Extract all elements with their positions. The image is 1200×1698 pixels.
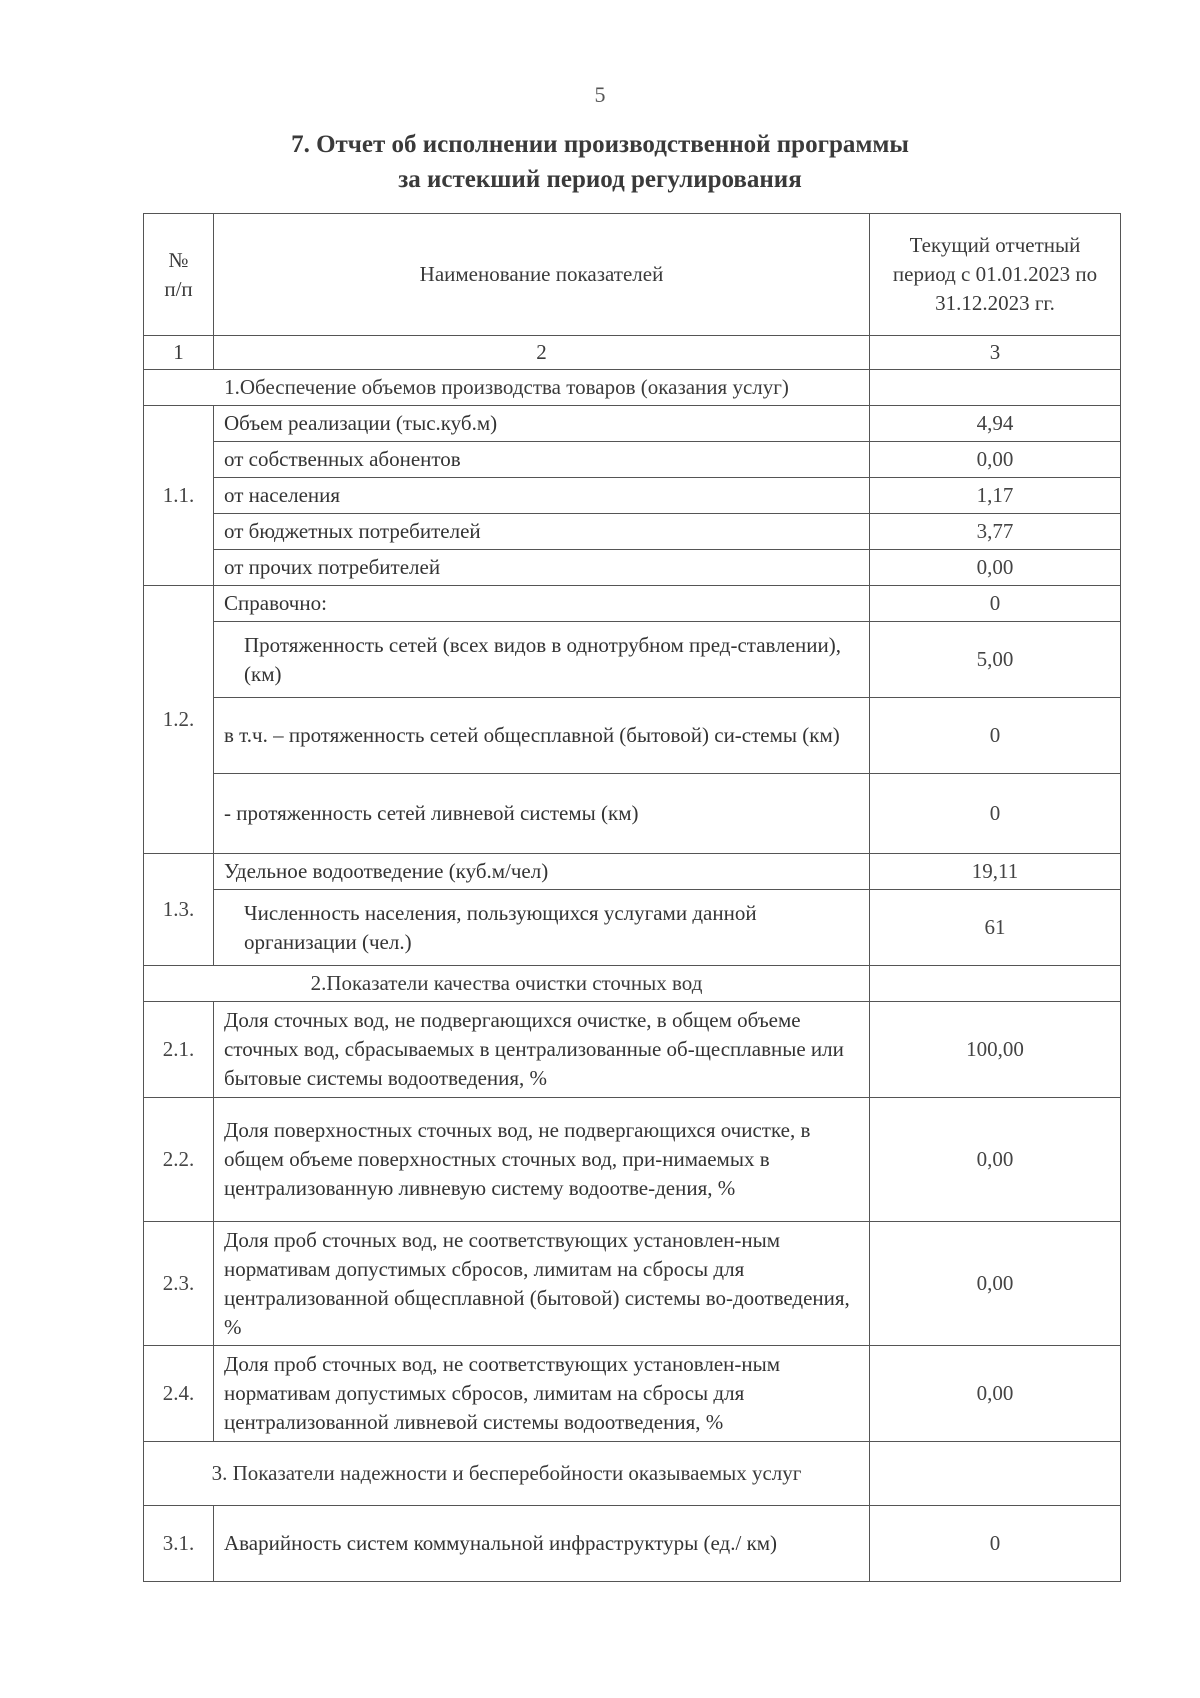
row-number: 2.3. [144,1222,214,1346]
numbering-col-2: 2 [214,336,870,370]
indicator-value: 5,00 [870,622,1121,698]
table-row [144,586,1121,622]
table-row [144,514,1121,550]
indicator-name: Доля проб сточных вод, не соответствующих установлен-ным нормативам допустимых сбросов, лимитам на сбросы для централизованной ливневой системы водоотведения, % [214,1346,870,1442]
report-table [143,213,1121,1582]
table-numbering-row [144,336,1121,370]
page-title [0,127,1200,197]
table-row [144,406,1121,442]
header-indicator-name: Наименование показателей [214,214,870,336]
indicator-value: 4,94 [870,406,1121,442]
indicator-value: 1,17 [870,478,1121,514]
indicator-value: 61 [870,890,1121,966]
indicator-value: 0 [870,698,1121,774]
numbering-col-1: 1 [144,336,214,370]
indicator-name: Справочно: [214,586,870,622]
table-row [144,1098,1121,1222]
indicator-value: 0,00 [870,1346,1121,1442]
section-3-row [144,1442,1121,1506]
table-row [144,1002,1121,1098]
section-1-row [144,370,1121,406]
table-row [144,1506,1121,1582]
indicator-value: 0,00 [870,442,1121,478]
indicator-name: Доля поверхностных сточных вод, не подвергающихся очистке, в общем объеме поверхностных сточных вод, при-нимаемых в централизованную ливневую систему водоотве-дения, % [214,1098,870,1222]
table-row [144,442,1121,478]
table-row [144,698,1121,774]
section-2-row [144,966,1121,1002]
section-2-title: 2.Показатели качества очистки сточных вод [144,966,870,1002]
row-number: 1.1. [144,406,214,586]
row-number: 2.2. [144,1098,214,1222]
indicator-name: Численность населения, пользующихся услугами данной организации (чел.) [214,890,870,966]
section-1-value [870,370,1121,406]
table-row [144,1222,1121,1346]
indicator-name: Объем реализации (тыс.куб.м) [214,406,870,442]
indicator-value: 0,00 [870,1098,1121,1222]
table-row [144,890,1121,966]
indicator-value: 0,00 [870,550,1121,586]
indicator-value: 0 [870,586,1121,622]
indicator-name: в т.ч. – протяженность сетей общесплавной (бытовой) си-стемы (км) [214,698,870,774]
section-3-value [870,1442,1121,1506]
indicator-name: от собственных абонентов [214,442,870,478]
table-row [144,550,1121,586]
row-number: 2.4. [144,1346,214,1442]
row-number: 2.1. [144,1002,214,1098]
title-line-2: за истекший период регулирования [398,166,802,193]
section-3-title: 3. Показатели надежности и бесперебойности оказываемых услуг [144,1442,870,1506]
table-row [144,1346,1121,1442]
indicator-value: 19,11 [870,854,1121,890]
indicator-name: Удельное водоотведение (куб.м/чел) [214,854,870,890]
page-number: 5 [594,82,606,107]
indicator-value: 3,77 [870,514,1121,550]
indicator-name: Протяженность сетей (всех видов в однотрубном пред-ставлении), (км) [214,622,870,698]
header-period: Текущий отчетный период с 01.01.2023 по 31.12.2023 гг. [870,214,1121,336]
section-2-value [870,966,1121,1002]
indicator-value: 0 [870,774,1121,854]
row-number: 3.1. [144,1506,214,1582]
title-line-1: 7. Отчет об исполнении производственной программы [291,131,909,158]
indicator-name: от прочих потребителей [214,550,870,586]
table-row [144,854,1121,890]
header-number: № п/п [144,214,214,336]
indicator-value: 0 [870,1506,1121,1582]
row-number: 1.2. [144,586,214,854]
table-header-row [144,214,1121,336]
section-1-title: 1.Обеспечение объемов производства товаров (оказания услуг) [144,370,870,406]
numbering-col-3: 3 [870,336,1121,370]
indicator-value: 0,00 [870,1222,1121,1346]
table-row [144,774,1121,854]
indicator-value: 100,00 [870,1002,1121,1098]
row-number: 1.3. [144,854,214,966]
indicator-name: Доля сточных вод, не подвергающихся очистке, в общем объеме сточных вод, сбрасываемых в централизованные об-щесплавные или бытовые системы водоотведения, % [214,1002,870,1098]
indicator-name: - протяженность сетей ливневой системы (км) [214,774,870,854]
table-row [144,478,1121,514]
table-row [144,622,1121,698]
indicator-name: от населения [214,478,870,514]
indicator-name: Аварийность систем коммунальной инфраструктуры (ед./ км) [214,1506,870,1582]
indicator-name: от бюджетных потребителей [214,514,870,550]
indicator-name: Доля проб сточных вод, не соответствующих установлен-ным нормативам допустимых сбросов, лимитам на сбросы для централизованной общесплавной (бытовой) системы во-доотведения, % [214,1222,870,1346]
